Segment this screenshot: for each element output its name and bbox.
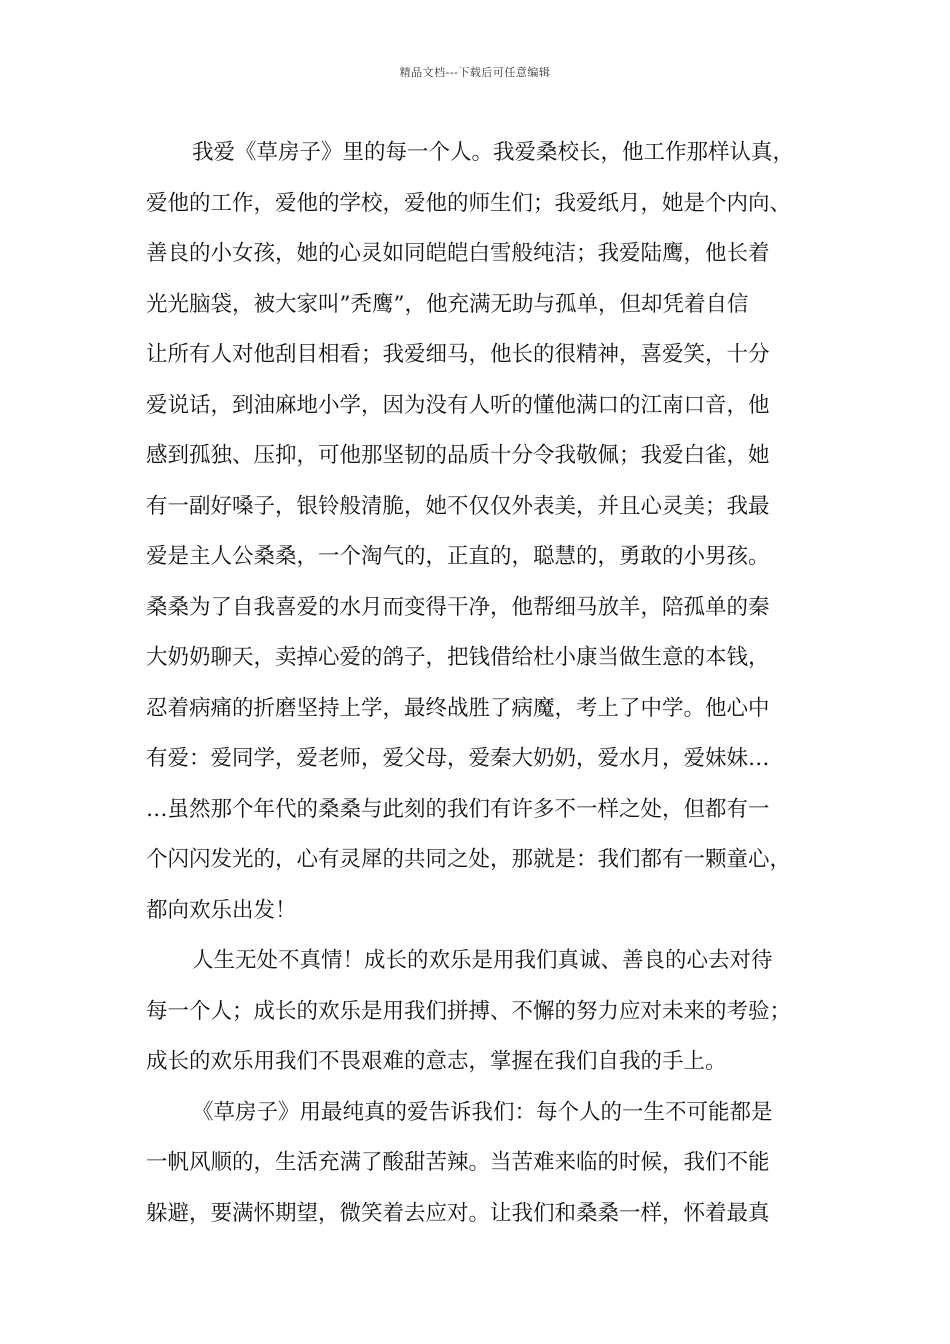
body-text [146,128,836,1239]
page-header: 精品文档---下载后可任意编辑 [399,66,551,79]
text-line: 人生无处不真情！成长的欢乐是用我们真诚、善良的心去对待 [192,948,773,973]
text-line: 让所有人对他刮目相看；我爱细马，他长的很精神，喜爱笑，十分 [146,342,770,367]
text-line: 爱是主人公桑桑，一个淘气的，正直的，聪慧的，勇敢的小男孩。 [146,544,770,569]
text-line: 忍着病痛的折磨坚持上学，最终战胜了病魔，考上了中学。他心中 [146,695,770,721]
text-line: 一帆风顺的，生活充满了酸甜苦辣。当苦难来临的时候，我们不能 [146,1150,770,1175]
text-line: 有爱：爱同学，爱老师，爱父母，爱秦大奶奶，爱水月，爱妹妹… [146,746,770,771]
text-line: 个闪闪发光的，心有灵犀的共同之处，那就是：我们都有一颗童心， [146,847,792,872]
paragraph-2 [146,936,836,1088]
text-line: 有一副好嗓子，银铃般清脆，她不仅仅外表美，并且心灵美；我最 [146,493,770,519]
paragraph-1 [146,128,836,936]
text-line: 《草房子》用最纯真的爱告诉我们：每个人的一生不可能都是 [192,1099,773,1125]
text-line: 都向欢乐出发！ [146,897,297,923]
paragraph-3 [146,1088,836,1240]
text-line: …虽然那个年代的桑桑与此刻的我们有许多不一样之处，但都有一 [146,796,770,822]
text-line: 感到孤独、压抑，可他那坚韧的品质十分令我敬佩；我爱白雀，她 [146,443,770,468]
text-line: 我爱《草房子》里的每一个人。我爱桑校长，他工作那样认真， [192,140,795,165]
text-line: 爱说话，到油麻地小学，因为没有人听的懂他满口的江南口音，他 [146,392,770,418]
text-line: 爱他的工作，爱他的学校，爱他的师生们；我爱纸月，她是个内向、 [146,190,792,216]
text-line: 善良的小女孩，她的心灵如同皑皑白雪般纯洁；我爱陆鹰，他长着 [146,241,770,266]
text-line: 光光脑袋，被大家叫”秃鹰”，他充满无助与孤单，但却凭着自信 [146,291,749,317]
text-line: 桑桑为了自我喜爱的水月而变得干净，他帮细马放羊，陪孤单的秦 [146,594,770,620]
text-line: 躲避，要满怀期望，微笑着去应对。让我们和桑桑一样，怀着最真 [146,1200,770,1226]
text-line: 每一个人；成长的欢乐是用我们拼搏、不懈的努力应对未来的考验； [146,998,792,1024]
text-line: 大奶奶聊天，卖掉心爱的鸽子，把钱借给杜小康当做生意的本钱， [146,645,770,670]
text-line: 成长的欢乐用我们不畏艰难的意志，掌握在我们自我的手上。 [146,1049,727,1074]
